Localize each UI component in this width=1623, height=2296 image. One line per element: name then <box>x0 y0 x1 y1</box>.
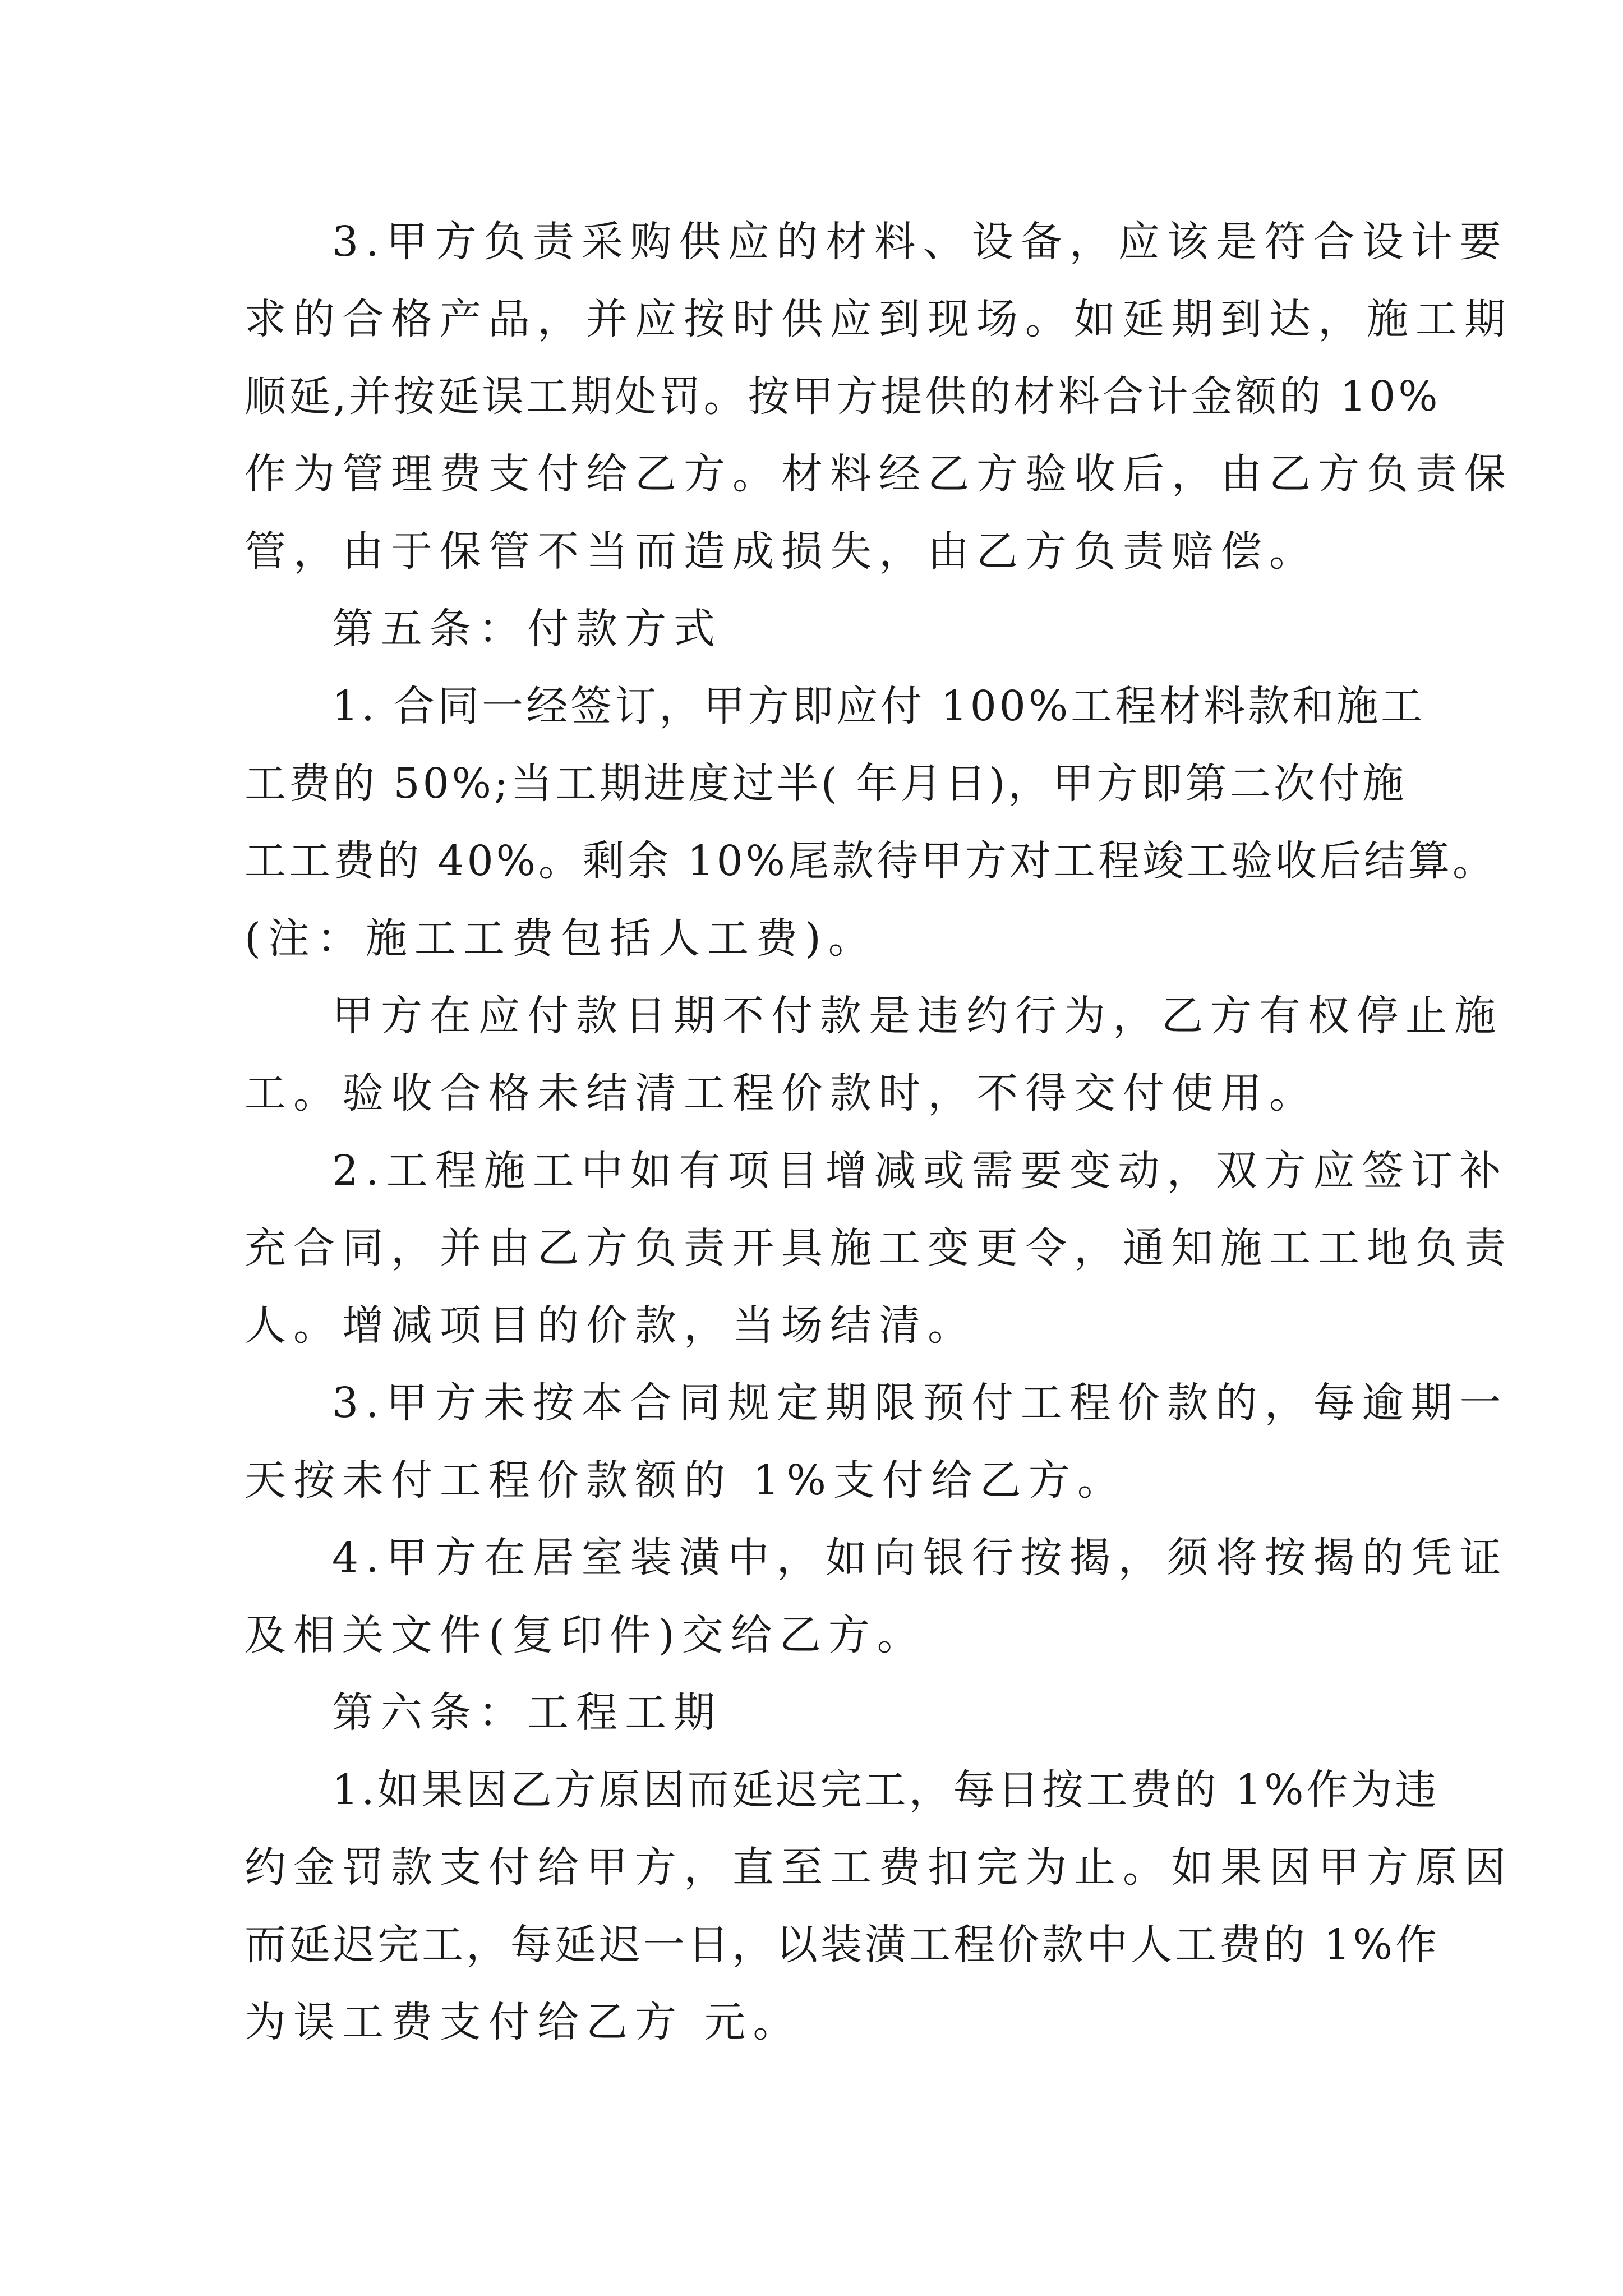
paragraph-line: 人。增减项目的价款，当场结清。 <box>245 1301 976 1350</box>
paragraph-line: 4.甲方在居室装潢中，如向银行按揭，须将按揭的凭证 <box>332 1534 1509 1582</box>
paragraph-line: 2.工程施工中如有项目增减或需要变动，双方应签订补 <box>332 1147 1509 1195</box>
paragraph-line: 天按未付工程价款额的 1%支付给乙方。 <box>245 1456 1126 1504</box>
paragraph-line: 及相关文件(复印件)交给乙方。 <box>245 1611 926 1659</box>
paragraph-line: 充合同，并由乙方负责开具施工变更令，通知施工工地负责 <box>245 1224 1513 1272</box>
paragraph-line: (注：施工工费包括人工费)。 <box>245 914 877 963</box>
paragraph-line: 1. 合同一经签订，甲方即应付 100%工程材料款和施工 <box>332 682 1426 730</box>
paragraph-line: 约金罚款支付给甲方，直至工费扣完为止。如果因甲方原因 <box>245 1843 1513 1892</box>
paragraph-line: 甲方在应付款日期不付款是违约行为，乙方有权停止施 <box>332 992 1503 1040</box>
paragraph-line: 顺延,并按延误工期处罚。按甲方提供的材料合计金额的 10% <box>245 372 1441 421</box>
section-heading: 第六条：工程工期 <box>332 1688 722 1737</box>
paragraph-line: 求的合格产品，并应按时供应到现场。如延期到达，施工期 <box>245 295 1513 343</box>
contract-body <box>245 203 1513 2061</box>
paragraph-line: 工费的 50%;当工期进度过半( 年月日)，甲方即第二次付施 <box>245 760 1407 808</box>
paragraph-line: 工。验收合格未结清工程价款时，不得交付使用。 <box>245 1069 1318 1117</box>
paragraph-line: 1.如果因乙方原因而延迟完工，每日按工费的 1%作为违 <box>332 1766 1440 1814</box>
paragraph-line: 3.甲方负责采购供应的材料、设备，应该是符合设计要 <box>332 218 1509 266</box>
paragraph-line: 管，由于保管不当而造成损失，由乙方负责赔偿。 <box>245 527 1318 576</box>
section-heading: 第五条：付款方式 <box>332 605 722 653</box>
paragraph-line: 工工费的 40%。剩余 10%尾款待甲方对工程竣工验收后结算。 <box>245 837 1497 885</box>
paragraph-line: 3.甲方未按本合同规定期限预付工程价款的，每逾期一 <box>332 1379 1509 1427</box>
paragraph-line: 为误工费支付给乙方 元。 <box>245 1998 802 2046</box>
paragraph-line: 作为管理费支付给乙方。材料经乙方验收后，由乙方负责保 <box>245 450 1513 498</box>
paragraph-line: 而延迟完工，每延迟一日，以装潢工程价款中人工费的 1%作 <box>245 1921 1440 1969</box>
